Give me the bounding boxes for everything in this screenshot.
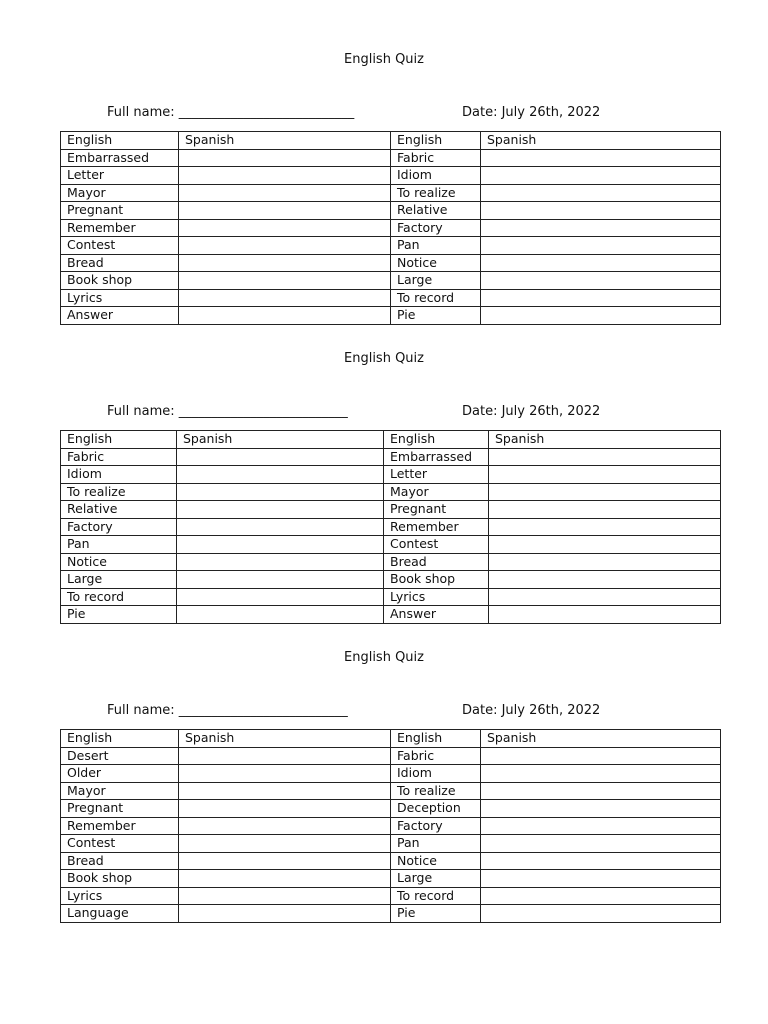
vocab-table <box>60 430 721 624</box>
spanish-answer-cell[interactable] <box>179 167 391 185</box>
english-word-cell: Contest <box>384 536 489 554</box>
english-word-cell: Notice <box>391 254 481 272</box>
date-label: Date: July 26th, 2022 <box>462 703 601 718</box>
english-word-cell: Remember <box>61 817 179 835</box>
table-header-row <box>61 431 721 449</box>
english-word-cell: Answer <box>384 606 489 624</box>
spanish-answer-cell[interactable] <box>177 536 384 554</box>
english-word-cell: Lyrics <box>384 588 489 606</box>
column-header: Spanish <box>481 132 721 150</box>
table-row <box>61 448 721 466</box>
english-word-cell: Pregnant <box>384 501 489 519</box>
english-word-cell: Lyrics <box>61 289 179 307</box>
english-word-cell: Older <box>61 765 179 783</box>
table-header-row <box>61 730 721 748</box>
spanish-answer-cell[interactable] <box>179 835 391 853</box>
spanish-answer-cell[interactable] <box>179 765 391 783</box>
spanish-answer-cell[interactable] <box>489 518 721 536</box>
spanish-answer-cell[interactable] <box>481 905 721 923</box>
table-row <box>61 905 721 923</box>
english-word-cell: Factory <box>61 518 177 536</box>
english-word-cell: Book shop <box>61 870 179 888</box>
full-name-field[interactable] <box>107 403 348 421</box>
spanish-answer-cell[interactable] <box>177 571 384 589</box>
spanish-answer-cell[interactable] <box>481 202 721 220</box>
spanish-answer-cell[interactable] <box>481 149 721 167</box>
english-word-cell: Idiom <box>391 765 481 783</box>
english-word-cell: Large <box>61 571 177 589</box>
english-word-cell: Notice <box>61 553 177 571</box>
quiz-title: English Quiz <box>344 650 424 665</box>
english-word-cell: Contest <box>61 237 179 255</box>
english-word-cell: Letter <box>61 167 179 185</box>
full-name-label: Full name: <box>107 105 179 120</box>
full-name-blank[interactable]: ___________________________ <box>178 105 355 120</box>
english-word-cell: Factory <box>391 219 481 237</box>
english-word-cell: Factory <box>391 817 481 835</box>
quiz-title: English Quiz <box>344 351 424 366</box>
quiz-section <box>0 598 768 921</box>
column-header: English <box>61 132 179 150</box>
date-label: Date: July 26th, 2022 <box>462 404 601 419</box>
english-word-cell: Large <box>391 870 481 888</box>
column-header: English <box>391 132 481 150</box>
spanish-answer-cell[interactable] <box>481 254 721 272</box>
english-word-cell: Mayor <box>61 184 179 202</box>
english-word-cell: Remember <box>61 219 179 237</box>
spanish-answer-cell[interactable] <box>179 184 391 202</box>
english-word-cell: Lyrics <box>61 887 179 905</box>
table-row <box>61 887 721 905</box>
english-word-cell: Book shop <box>384 571 489 589</box>
table-row <box>61 167 721 185</box>
column-header: English <box>61 431 177 449</box>
spanish-answer-cell[interactable] <box>481 167 721 185</box>
spanish-answer-cell[interactable] <box>481 765 721 783</box>
spanish-answer-cell[interactable] <box>179 272 391 290</box>
table-row <box>61 571 721 589</box>
english-word-cell: Language <box>61 905 179 923</box>
table-row <box>61 835 721 853</box>
spanish-answer-cell[interactable] <box>179 782 391 800</box>
english-word-cell: Pregnant <box>61 202 179 220</box>
table-row <box>61 765 721 783</box>
spanish-answer-cell[interactable] <box>481 237 721 255</box>
english-word-cell: Answer <box>61 307 179 325</box>
english-word-cell: Pregnant <box>61 800 179 818</box>
spanish-answer-cell[interactable] <box>481 184 721 202</box>
table-header-row <box>61 132 721 150</box>
table-row <box>61 272 721 290</box>
spanish-answer-cell[interactable] <box>489 536 721 554</box>
quiz-section <box>0 299 768 622</box>
spanish-answer-cell[interactable] <box>179 237 391 255</box>
spanish-answer-cell[interactable] <box>489 571 721 589</box>
table-row <box>61 518 721 536</box>
english-word-cell: To realize <box>391 184 481 202</box>
full-name-field[interactable] <box>107 702 348 720</box>
spanish-answer-cell[interactable] <box>481 870 721 888</box>
table-row <box>61 237 721 255</box>
spanish-answer-cell[interactable] <box>179 800 391 818</box>
spanish-answer-cell[interactable] <box>179 747 391 765</box>
spanish-answer-cell[interactable] <box>481 887 721 905</box>
english-word-cell: To realize <box>391 782 481 800</box>
date-label: Date: July 26th, 2022 <box>462 105 601 120</box>
english-word-cell: Pan <box>61 536 177 554</box>
spanish-answer-cell[interactable] <box>179 852 391 870</box>
english-word-cell: Bread <box>384 553 489 571</box>
spanish-answer-cell[interactable] <box>179 202 391 220</box>
table-row <box>61 782 721 800</box>
spanish-answer-cell[interactable] <box>179 905 391 923</box>
table-row <box>61 466 721 484</box>
full-name-label: Full name: <box>107 703 179 718</box>
english-word-cell: Pan <box>391 835 481 853</box>
table-row <box>61 800 721 818</box>
english-word-cell: Relative <box>61 501 177 519</box>
english-word-cell: Fabric <box>61 448 177 466</box>
spanish-answer-cell[interactable] <box>481 800 721 818</box>
english-word-cell: Pie <box>391 905 481 923</box>
spanish-answer-cell[interactable] <box>177 518 384 536</box>
spanish-answer-cell[interactable] <box>489 501 721 519</box>
english-word-cell: Remember <box>384 518 489 536</box>
english-word-cell: Relative <box>391 202 481 220</box>
english-word-cell: Mayor <box>61 782 179 800</box>
spanish-answer-cell[interactable] <box>179 254 391 272</box>
table-row <box>61 184 721 202</box>
column-header: Spanish <box>179 132 391 150</box>
english-word-cell: Bread <box>61 254 179 272</box>
vocab-table <box>60 729 721 923</box>
column-header: Spanish <box>177 431 384 449</box>
full-name-blank[interactable]: __________________________ <box>178 404 348 419</box>
spanish-answer-cell[interactable] <box>177 448 384 466</box>
column-header: English <box>384 431 489 449</box>
english-word-cell: Bread <box>61 852 179 870</box>
spanish-answer-cell[interactable] <box>179 149 391 167</box>
spanish-answer-cell[interactable] <box>177 466 384 484</box>
english-word-cell: Contest <box>61 835 179 853</box>
spanish-answer-cell[interactable] <box>481 272 721 290</box>
spanish-answer-cell[interactable] <box>481 219 721 237</box>
table-row <box>61 483 721 501</box>
spanish-answer-cell[interactable] <box>489 483 721 501</box>
table-row <box>61 536 721 554</box>
spanish-answer-cell[interactable] <box>177 553 384 571</box>
spanish-answer-cell[interactable] <box>489 448 721 466</box>
spanish-answer-cell[interactable] <box>481 782 721 800</box>
table-row <box>61 254 721 272</box>
table-row <box>61 219 721 237</box>
english-word-cell: Letter <box>384 466 489 484</box>
english-word-cell: Deception <box>391 800 481 818</box>
english-word-cell: Book shop <box>61 272 179 290</box>
column-header: English <box>391 730 481 748</box>
full-name-label: Full name: <box>107 404 179 419</box>
table-row <box>61 817 721 835</box>
english-word-cell: To record <box>391 887 481 905</box>
english-word-cell: Pie <box>61 606 177 624</box>
spanish-answer-cell[interactable] <box>177 483 384 501</box>
quiz-section <box>0 0 768 323</box>
english-word-cell: To record <box>391 289 481 307</box>
full-name-blank[interactable]: __________________________ <box>178 703 348 718</box>
table-row <box>61 501 721 519</box>
english-word-cell: Embarrassed <box>61 149 179 167</box>
column-header: English <box>61 730 179 748</box>
english-word-cell: Mayor <box>384 483 489 501</box>
spanish-answer-cell[interactable] <box>489 553 721 571</box>
vocab-table <box>60 131 721 325</box>
spanish-answer-cell[interactable] <box>179 817 391 835</box>
table-row <box>61 149 721 167</box>
english-word-cell: To record <box>61 588 177 606</box>
full-name-field[interactable] <box>107 104 354 122</box>
spanish-answer-cell[interactable] <box>179 870 391 888</box>
english-word-cell: Pie <box>391 307 481 325</box>
english-word-cell: Large <box>391 272 481 290</box>
table-row <box>61 870 721 888</box>
english-word-cell: Embarrassed <box>384 448 489 466</box>
column-header: Spanish <box>481 730 721 748</box>
spanish-answer-cell[interactable] <box>481 817 721 835</box>
table-row <box>61 202 721 220</box>
column-header: Spanish <box>179 730 391 748</box>
table-row <box>61 852 721 870</box>
spanish-answer-cell[interactable] <box>177 501 384 519</box>
english-word-cell: Pan <box>391 237 481 255</box>
english-word-cell: Fabric <box>391 747 481 765</box>
spanish-answer-cell[interactable] <box>179 887 391 905</box>
english-word-cell: Idiom <box>61 466 177 484</box>
quiz-title: English Quiz <box>344 52 424 67</box>
spanish-answer-cell[interactable] <box>481 835 721 853</box>
english-word-cell: Notice <box>391 852 481 870</box>
spanish-answer-cell[interactable] <box>489 466 721 484</box>
english-word-cell: Idiom <box>391 167 481 185</box>
spanish-answer-cell[interactable] <box>481 747 721 765</box>
english-word-cell: To realize <box>61 483 177 501</box>
table-row <box>61 553 721 571</box>
table-row <box>61 747 721 765</box>
english-word-cell: Fabric <box>391 149 481 167</box>
spanish-answer-cell[interactable] <box>481 852 721 870</box>
spanish-answer-cell[interactable] <box>179 219 391 237</box>
column-header: Spanish <box>489 431 721 449</box>
english-word-cell: Desert <box>61 747 179 765</box>
